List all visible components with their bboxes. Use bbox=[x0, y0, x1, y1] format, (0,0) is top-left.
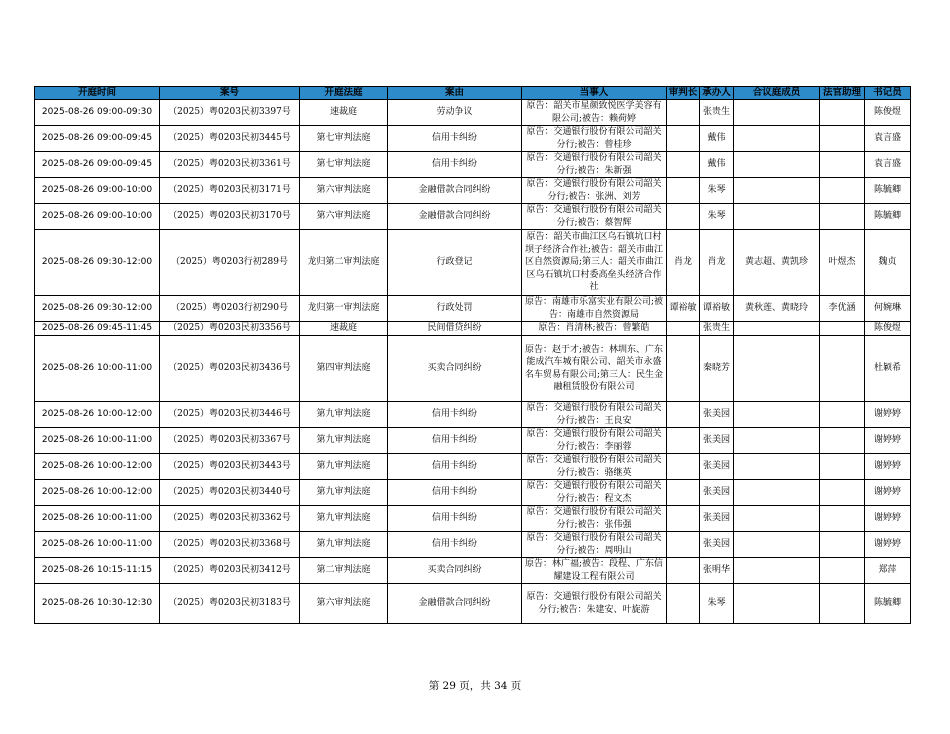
cell-case-no: （2025）粤0203民初3412号 bbox=[160, 558, 300, 584]
cell-clerk: 袁言盛 bbox=[865, 152, 911, 178]
cell-presiding bbox=[667, 178, 700, 204]
cell-panel bbox=[734, 402, 820, 428]
cell-judge: 张美园 bbox=[700, 402, 734, 428]
cell-judge: 朱琴 bbox=[700, 178, 734, 204]
cell-party: 原告：交通银行股份有限公司韶关分行;被告：蔡智辉 bbox=[522, 204, 667, 230]
cell-court: 第二审判法庭 bbox=[300, 558, 388, 584]
cell-presiding bbox=[667, 126, 700, 152]
cell-case-no: （2025）粤0203民初3361号 bbox=[160, 152, 300, 178]
cell-party: 原告：交通银行股份有限公司韶关分行;被告：李丽蓉 bbox=[522, 428, 667, 454]
table-row bbox=[35, 428, 911, 454]
cell-time: 2025-08-26 10:15-11:15 bbox=[35, 558, 160, 584]
cell-court: 龙归第二审判法庭 bbox=[300, 230, 388, 296]
cell-court: 第九审判法庭 bbox=[300, 428, 388, 454]
cell-clerk: 谢婷婷 bbox=[865, 480, 911, 506]
cell-panel bbox=[734, 532, 820, 558]
cell-court: 第九审判法庭 bbox=[300, 532, 388, 558]
header-parties: 当事人 bbox=[522, 87, 667, 100]
cell-court: 第九审判法庭 bbox=[300, 402, 388, 428]
cell-cause: 信用卡纠纷 bbox=[388, 428, 522, 454]
cell-judge: 谭裕敏 bbox=[700, 296, 734, 322]
table-row bbox=[35, 480, 911, 506]
cell-judge: 张美园 bbox=[700, 506, 734, 532]
cell-judge: 张美园 bbox=[700, 480, 734, 506]
cell-assistant bbox=[820, 506, 865, 532]
cell-party: 原告：南雄市乐富实业有限公司;被告：南雄市自然资源局 bbox=[522, 296, 667, 322]
cell-panel bbox=[734, 152, 820, 178]
table-row bbox=[35, 402, 911, 428]
cell-assistant bbox=[820, 178, 865, 204]
table-row bbox=[35, 126, 911, 152]
cell-presiding bbox=[667, 100, 700, 126]
table-row bbox=[35, 322, 911, 336]
cell-assistant bbox=[820, 480, 865, 506]
cell-assistant: 叶煜杰 bbox=[820, 230, 865, 296]
cell-clerk: 谢婷婷 bbox=[865, 506, 911, 532]
cell-court: 龙归第一审判法庭 bbox=[300, 296, 388, 322]
table-row bbox=[35, 152, 911, 178]
cell-panel: 黄志超、黄凯珍 bbox=[734, 230, 820, 296]
cell-panel: 黄秋莲、黄晓玲 bbox=[734, 296, 820, 322]
cell-time: 2025-08-26 09:00-09:45 bbox=[35, 126, 160, 152]
cell-time: 2025-08-26 09:00-10:00 bbox=[35, 178, 160, 204]
cell-case-no: （2025）粤0203民初3170号 bbox=[160, 204, 300, 230]
cell-panel bbox=[734, 506, 820, 532]
cell-presiding: 肖龙 bbox=[667, 230, 700, 296]
cell-clerk: 谢婷婷 bbox=[865, 428, 911, 454]
cell-case-no: （2025）粤0203行初290号 bbox=[160, 296, 300, 322]
header-judge: 承办人 bbox=[700, 87, 734, 100]
cell-panel bbox=[734, 100, 820, 126]
cell-assistant: 李优涵 bbox=[820, 296, 865, 322]
cell-presiding bbox=[667, 402, 700, 428]
cell-judge: 肖龙 bbox=[700, 230, 734, 296]
cell-case-no: （2025）粤0203民初3171号 bbox=[160, 178, 300, 204]
cell-clerk: 谢婷婷 bbox=[865, 532, 911, 558]
cell-court: 第九审判法庭 bbox=[300, 506, 388, 532]
cell-panel bbox=[734, 336, 820, 402]
cell-judge: 秦晓芳 bbox=[700, 336, 734, 402]
cell-time: 2025-08-26 09:00-09:30 bbox=[35, 100, 160, 126]
table-row bbox=[35, 336, 911, 402]
cell-court: 第四审判法庭 bbox=[300, 336, 388, 402]
cell-court: 第七审判法庭 bbox=[300, 126, 388, 152]
table-row bbox=[35, 296, 911, 322]
cell-panel bbox=[734, 428, 820, 454]
cell-presiding bbox=[667, 480, 700, 506]
cell-cause: 信用卡纠纷 bbox=[388, 506, 522, 532]
header-presiding: 审判长 bbox=[667, 87, 700, 100]
cell-court: 第六审判法庭 bbox=[300, 178, 388, 204]
cell-presiding bbox=[667, 428, 700, 454]
cell-party: 原告：韶关市星颜致悦医学美容有限公司;被告：赖荷婷 bbox=[522, 100, 667, 126]
cell-cause: 信用卡纠纷 bbox=[388, 402, 522, 428]
cell-panel bbox=[734, 558, 820, 584]
cell-clerk: 陈俊煜 bbox=[865, 100, 911, 126]
cell-assistant bbox=[820, 532, 865, 558]
cell-panel bbox=[734, 178, 820, 204]
cell-party: 原告：交通银行股份有限公司韶关分行;被告：朱新强 bbox=[522, 152, 667, 178]
cell-time: 2025-08-26 09:30-12:00 bbox=[35, 296, 160, 322]
cell-clerk: 袁言盛 bbox=[865, 126, 911, 152]
cell-judge: 张明华 bbox=[700, 558, 734, 584]
table-row bbox=[35, 204, 911, 230]
cell-presiding bbox=[667, 584, 700, 624]
cell-case-no: （2025）粤0203行初289号 bbox=[160, 230, 300, 296]
cell-party: 原告：赵于才;被告：林圳东、广东能成汽车城有限公司、韶关市永盛名车贸易有限公司;第三人：民生金融租赁股份有限公司 bbox=[522, 336, 667, 402]
header-assistant: 法官助理 bbox=[820, 87, 865, 100]
table-row bbox=[35, 532, 911, 558]
cell-assistant bbox=[820, 152, 865, 178]
cell-judge: 朱琴 bbox=[700, 204, 734, 230]
table-row bbox=[35, 178, 911, 204]
cell-cause: 信用卡纠纷 bbox=[388, 152, 522, 178]
cell-case-no: （2025）粤0203民初3445号 bbox=[160, 126, 300, 152]
cell-assistant bbox=[820, 558, 865, 584]
cell-clerk: 魏贞 bbox=[865, 230, 911, 296]
cell-cause: 行政处罚 bbox=[388, 296, 522, 322]
cell-case-no: （2025）粤0203民初3397号 bbox=[160, 100, 300, 126]
cell-panel bbox=[734, 480, 820, 506]
cell-presiding bbox=[667, 322, 700, 336]
cell-case-no: （2025）粤0203民初3443号 bbox=[160, 454, 300, 480]
header-court: 开庭法庭 bbox=[300, 87, 388, 100]
cell-case-no: （2025）粤0203民初3356号 bbox=[160, 322, 300, 336]
cell-panel bbox=[734, 454, 820, 480]
header-time: 开庭时间 bbox=[35, 87, 160, 100]
cell-party: 原告：韶关市曲江区乌石镇坑口村坝子经济合作社;被告：韶关市曲江区自然资源局;第三人：韶关市曲江区乌石镇坑口村委高垒头经济合作社 bbox=[522, 230, 667, 296]
cell-panel bbox=[734, 126, 820, 152]
cell-panel bbox=[734, 584, 820, 624]
cell-court: 速裁庭 bbox=[300, 322, 388, 336]
cell-cause: 信用卡纠纷 bbox=[388, 454, 522, 480]
cell-assistant bbox=[820, 402, 865, 428]
cell-cause: 金融借款合同纠纷 bbox=[388, 204, 522, 230]
cell-presiding bbox=[667, 204, 700, 230]
cell-presiding bbox=[667, 454, 700, 480]
cell-cause: 信用卡纠纷 bbox=[388, 480, 522, 506]
cell-time: 2025-08-26 10:00-11:00 bbox=[35, 428, 160, 454]
cell-judge: 张贵生 bbox=[700, 100, 734, 126]
cell-cause: 信用卡纠纷 bbox=[388, 532, 522, 558]
cell-judge: 张美园 bbox=[700, 532, 734, 558]
cell-judge: 张美园 bbox=[700, 428, 734, 454]
cell-clerk: 陈俊煜 bbox=[865, 322, 911, 336]
cell-court: 速裁庭 bbox=[300, 100, 388, 126]
cell-clerk: 谢婷婷 bbox=[865, 402, 911, 428]
cell-assistant bbox=[820, 584, 865, 624]
cell-clerk: 何婉琳 bbox=[865, 296, 911, 322]
cell-clerk: 杜颖希 bbox=[865, 336, 911, 402]
cell-time: 2025-08-26 09:45-11:45 bbox=[35, 322, 160, 336]
cell-time: 2025-08-26 09:00-10:00 bbox=[35, 204, 160, 230]
cell-case-no: （2025）粤0203民初3367号 bbox=[160, 428, 300, 454]
cell-clerk: 陈毓卿 bbox=[865, 584, 911, 624]
cell-court: 第九审判法庭 bbox=[300, 454, 388, 480]
cell-party: 原告：肖清林;被告：曾繁皓 bbox=[522, 322, 667, 336]
cell-case-no: （2025）粤0203民初3183号 bbox=[160, 584, 300, 624]
cell-party: 原告：交通银行股份有限公司韶关分行;被告：朱建安、叶旋游 bbox=[522, 584, 667, 624]
cell-time: 2025-08-26 09:30-12:00 bbox=[35, 230, 160, 296]
header-cause: 案由 bbox=[388, 87, 522, 100]
cell-cause: 民间借贷纠纷 bbox=[388, 322, 522, 336]
cell-time: 2025-08-26 10:00-12:00 bbox=[35, 454, 160, 480]
cell-party: 原告：交通银行股份有限公司韶关分行;被告：骆继英 bbox=[522, 454, 667, 480]
cell-assistant bbox=[820, 126, 865, 152]
cell-time: 2025-08-26 10:30-12:30 bbox=[35, 584, 160, 624]
cell-court: 第七审判法庭 bbox=[300, 152, 388, 178]
cell-case-no: （2025）粤0203民初3368号 bbox=[160, 532, 300, 558]
cell-cause: 劳动争议 bbox=[388, 100, 522, 126]
cell-time: 2025-08-26 10:00-11:00 bbox=[35, 506, 160, 532]
header-panel: 合议庭成员 bbox=[734, 87, 820, 100]
cell-presiding bbox=[667, 506, 700, 532]
cell-party: 原告：交通银行股份有限公司韶关分行;被告：张洲、刘芳 bbox=[522, 178, 667, 204]
cell-case-no: （2025）粤0203民初3436号 bbox=[160, 336, 300, 402]
cell-judge: 戴伟 bbox=[700, 126, 734, 152]
cell-court: 第六审判法庭 bbox=[300, 584, 388, 624]
table-row bbox=[35, 454, 911, 480]
cell-judge: 戴伟 bbox=[700, 152, 734, 178]
header-case-no: 案号 bbox=[160, 87, 300, 100]
cell-time: 2025-08-26 10:00-11:00 bbox=[35, 336, 160, 402]
cell-presiding: 谭裕敏 bbox=[667, 296, 700, 322]
cell-cause: 买卖合同纠纷 bbox=[388, 558, 522, 584]
table-row bbox=[35, 584, 911, 624]
cell-assistant bbox=[820, 100, 865, 126]
cell-case-no: （2025）粤0203民初3362号 bbox=[160, 506, 300, 532]
cell-presiding bbox=[667, 558, 700, 584]
cell-party: 原告：交通银行股份有限公司韶关分行;被告：张伟强 bbox=[522, 506, 667, 532]
cell-cause: 信用卡纠纷 bbox=[388, 126, 522, 152]
cell-assistant bbox=[820, 322, 865, 336]
cell-party: 原告：交通银行股份有限公司韶关分行;被告：王良安 bbox=[522, 402, 667, 428]
cell-cause: 行政登记 bbox=[388, 230, 522, 296]
cell-clerk: 谢婷婷 bbox=[865, 454, 911, 480]
cell-assistant bbox=[820, 204, 865, 230]
cell-clerk: 陈毓卿 bbox=[865, 178, 911, 204]
cell-presiding bbox=[667, 152, 700, 178]
court-schedule-table bbox=[34, 86, 911, 624]
cell-presiding bbox=[667, 532, 700, 558]
cell-court: 第九审判法庭 bbox=[300, 480, 388, 506]
cell-time: 2025-08-26 10:00-11:00 bbox=[35, 532, 160, 558]
cell-cause: 金融借款合同纠纷 bbox=[388, 178, 522, 204]
cell-cause: 金融借款合同纠纷 bbox=[388, 584, 522, 624]
cell-party: 原告：林广福;被告：段程、广东信耀建设工程有限公司 bbox=[522, 558, 667, 584]
cell-clerk: 陈毓卿 bbox=[865, 204, 911, 230]
cell-judge: 朱琴 bbox=[700, 584, 734, 624]
cell-time: 2025-08-26 10:00-12:00 bbox=[35, 480, 160, 506]
cell-panel bbox=[734, 322, 820, 336]
table-row bbox=[35, 230, 911, 296]
cell-party: 原告：交通银行股份有限公司韶关分行;被告：曾桂珍 bbox=[522, 126, 667, 152]
cell-cause: 买卖合同纠纷 bbox=[388, 336, 522, 402]
cell-time: 2025-08-26 10:00-12:00 bbox=[35, 402, 160, 428]
cell-assistant bbox=[820, 336, 865, 402]
header-clerk: 书记员 bbox=[865, 87, 911, 100]
cell-panel bbox=[734, 204, 820, 230]
table-header-row bbox=[35, 87, 911, 100]
cell-assistant bbox=[820, 428, 865, 454]
cell-party: 原告：交通银行股份有限公司韶关分行;被告：程文杰 bbox=[522, 480, 667, 506]
cell-court: 第六审判法庭 bbox=[300, 204, 388, 230]
cell-case-no: （2025）粤0203民初3446号 bbox=[160, 402, 300, 428]
cell-party: 原告：交通银行股份有限公司韶关分行;被告：周明山 bbox=[522, 532, 667, 558]
cell-judge: 张美园 bbox=[700, 454, 734, 480]
cell-assistant bbox=[820, 454, 865, 480]
cell-judge: 张贵生 bbox=[700, 322, 734, 336]
page-footer: 第 29 页，共 34 页 bbox=[428, 680, 522, 692]
table-row bbox=[35, 100, 911, 126]
table-row bbox=[35, 558, 911, 584]
cell-case-no: （2025）粤0203民初3440号 bbox=[160, 480, 300, 506]
cell-time: 2025-08-26 09:00-09:45 bbox=[35, 152, 160, 178]
cell-presiding bbox=[667, 336, 700, 402]
table-row bbox=[35, 506, 911, 532]
cell-clerk: 郑萍 bbox=[865, 558, 911, 584]
